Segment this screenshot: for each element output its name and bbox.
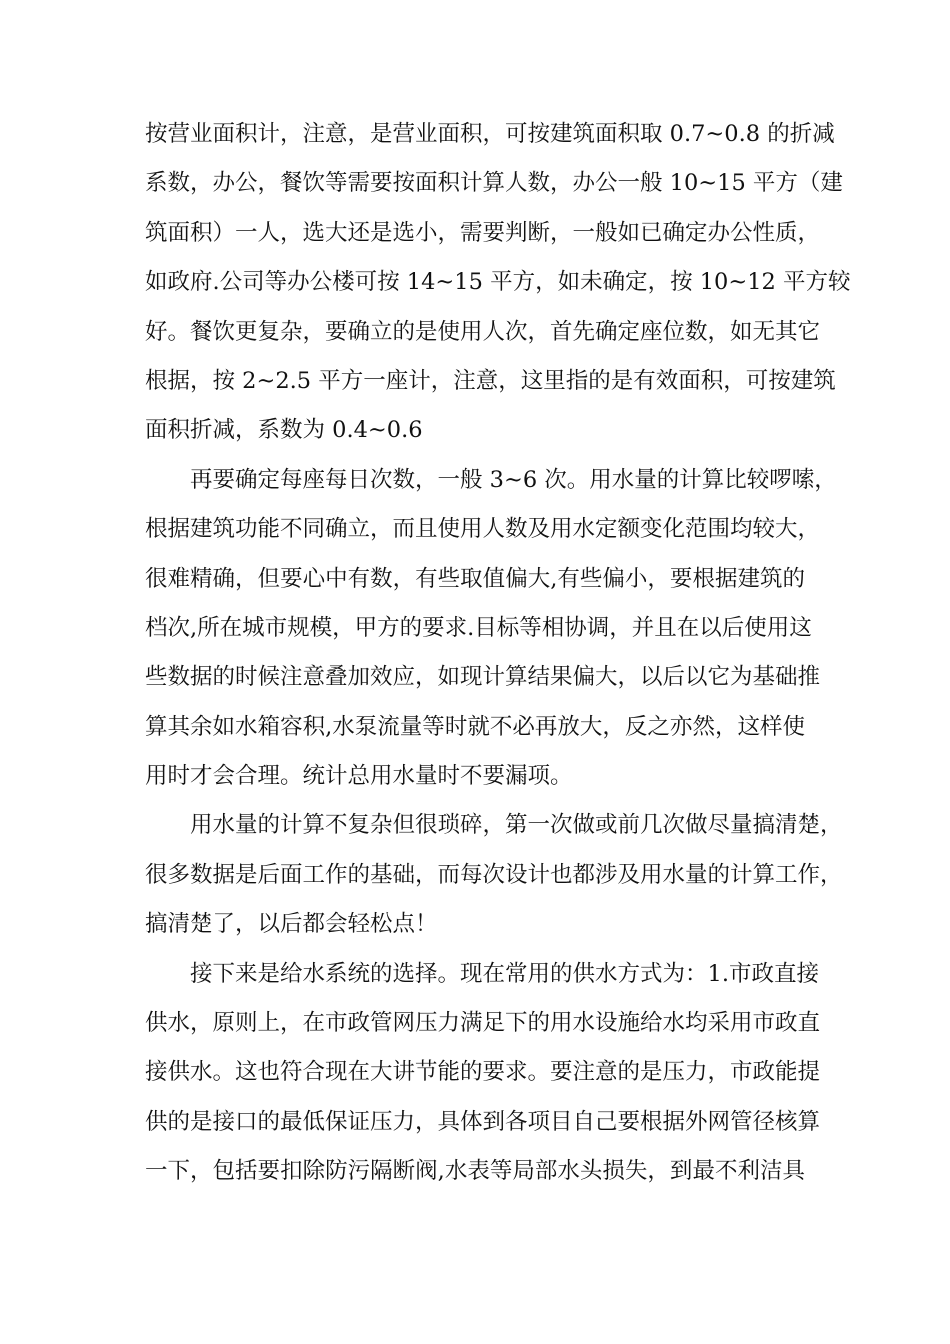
- text-line: 很难精确，但要心中有数，有些取值偏大,有些偏小，要根据建筑的: [145, 565, 805, 592]
- text-line: 算其余如水箱容积,水泵流量等时就不必再放大，反之亦然，这样使: [145, 713, 805, 740]
- text-line: 些数据的时候注意叠加效应，如现计算结果偏大，以后以它为基础推: [145, 664, 821, 691]
- text-line: 供水，原则上，在市政管网压力满足下的用水设施给水均采用市政直: [145, 1010, 821, 1037]
- text-line: 系数，办公，餐饮等需要按面积计算人数，办公一般 10~15 平方（建: [145, 170, 843, 197]
- document-body-text: [145, 110, 851, 1197]
- text-line: 一下，包括要扣除防污隔断阀,水表等局部水头损失，到最不利洁具: [145, 1158, 805, 1185]
- text-line: 很多数据是后面工作的基础，而每次设计也都涉及用水量的计算工作，: [145, 861, 843, 888]
- text-line: 筑面积）一人，选大还是选小，需要判断，一般如已确定办公性质，: [145, 219, 821, 246]
- text-line: 如政府.公司等办公楼可按 14~15 平方，如未确定，按 10~12 平方较: [145, 269, 851, 296]
- text-line: 按营业面积计，注意，是营业面积，可按建筑面积取 0.7~0.8 的折减: [145, 121, 835, 147]
- text-line: 用时才会合理。统计总用水量时不要漏项。: [145, 763, 573, 790]
- text-line: 搞清楚了，以后都会轻松点！: [145, 911, 438, 938]
- text-line: 好。餐饮更复杂，要确立的是使用人次，首先确定座位数，如无其它: [145, 318, 821, 345]
- paragraph-first-line: 用水量的计算不复杂但很琐碎，第一次做或前几次做尽量搞清楚，: [190, 812, 843, 839]
- text-line: 档次,所在城市规模，甲方的要求.目标等相协调，并且在以后使用这: [145, 614, 812, 641]
- text-line: 供的是接口的最低保证压力，具体到各项目自己要根据外网管径核算: [145, 1108, 821, 1135]
- paragraph-first-line: 再要确定每座每日次数，一般 3~6 次。用水量的计算比较啰嗦，: [190, 466, 837, 493]
- text-line: 根据建筑功能不同确立，而且使用人数及用水定额变化范围均较大，: [145, 516, 821, 543]
- paragraph-first-line: 接下来是给水系统的选择。现在常用的供水方式为：1.市政直接: [190, 960, 819, 987]
- text-line: 根据，按 2~2.5 平方一座计，注意，这里指的是有效面积，可按建筑: [145, 367, 836, 394]
- text-line: 面积折减，系数为 0.4~0.6: [145, 417, 423, 444]
- text-line: 接供水。这也符合现在大讲节能的要求。要注意的是压力，市政能提: [145, 1059, 821, 1086]
